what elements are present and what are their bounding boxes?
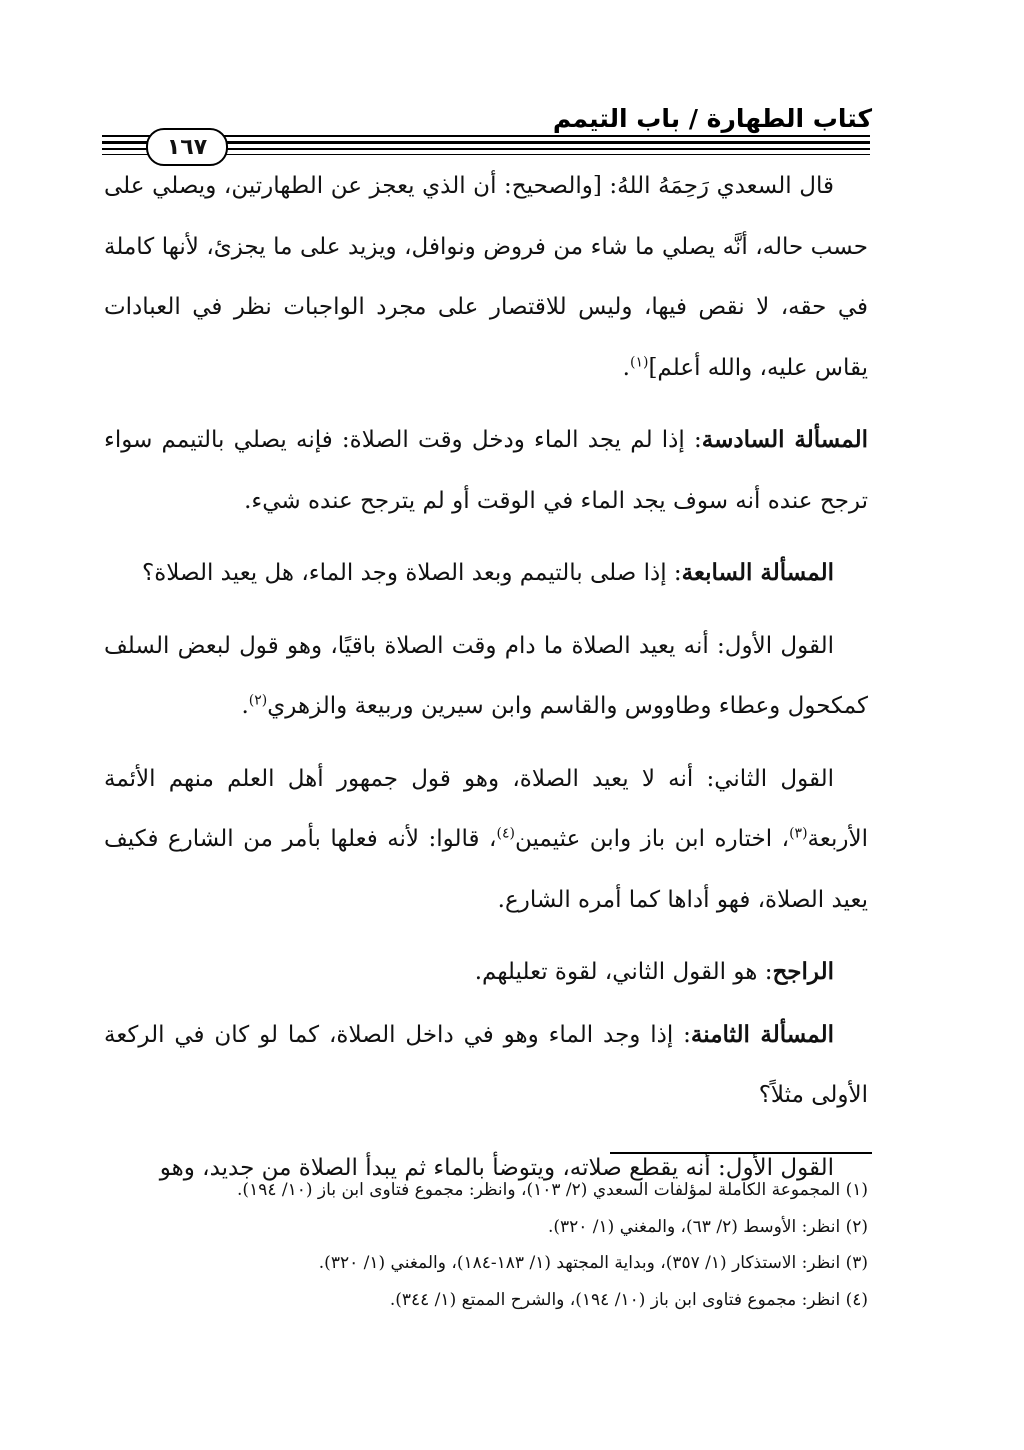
paragraph (104, 749, 868, 931)
main-text (104, 156, 868, 1210)
punctuation: . (241, 693, 249, 719)
footnotes (104, 1172, 868, 1318)
footnote-separator (610, 1152, 872, 1154)
issue-text: : إذا وجد الماء وهو في داخل الصلاة، كما لو كان في الركعة الأولى مثلاً؟ (104, 1021, 868, 1108)
paragraph (104, 543, 868, 604)
issue-text: : إذا صلى بالتيمم وبعد الصلاة وجد الماء، هل يعيد الصلاة؟ (142, 560, 682, 586)
issue-heading: المسألة السابعة (681, 559, 834, 586)
footnote: (٢) انظر: الأوسط (٢/ ٦٣)، والمغني (١/ ٣٢٠). (547, 1216, 868, 1237)
issue-heading: المسألة السادسة (701, 426, 868, 453)
punctuation: . (622, 354, 630, 381)
footnote: (٣) انظر: الاستذكار (١/ ٣٥٧)، وبداية المجتهد (١/ ١٨٣-١٨٤)، والمغني (١/ ٣٢٠). (318, 1253, 868, 1273)
preferred-heading: الراجح (772, 958, 834, 985)
issue-heading: المسألة الثامنة (690, 1020, 834, 1048)
quote-text: قال السعدي رَحِمَهُ اللهُ: [والصحيح: أن الذي يعجز عن الطهارتين، ويصلي على حسب حاله، أنَّه يصلي ما شاء من فروض ونوافل، ويزيد على ما يجزئ، لأنها كاملة في حقه، لا نقص فيها، وليس للاقتصار على مجرد الواجبات نظر في العبادات يقاس عليه، والله أعلم] (104, 173, 868, 381)
footnote-ref: (٣) (789, 825, 808, 842)
paragraph (104, 942, 868, 1003)
issue-text: : إذا لم يجد الماء ودخل وقت الصلاة: فإنه يصلي بالتيمم سواء ترجح عنده أنه سوف يجد الماء في الوقت أو لم يترجح عنده شيء. (104, 427, 868, 514)
paragraph (104, 156, 868, 398)
footnote-ref: (٤) (496, 825, 515, 842)
footnote-ref: (٢) (248, 692, 268, 709)
opinion-text: القول الثاني: أنه لا يعيد الصلاة، وهو قول جمهور أهل العلم منهم الأئمة الأربعة (104, 765, 868, 852)
footnote: (١) المجموعة الكاملة لمؤلفات السعدي (٢/ ١٠٣)، وانظر: مجموع فتاوى ابن باز (١٠/ ١٩٤). (237, 1180, 868, 1200)
opinion-text: ، قالوا: لأنه فعلها بأمر من الشارع فكيف يعيد الصلاة، فهو أداها كما أمره الشارع. (104, 826, 868, 913)
opinion-text: ، اختاره ابن باز وابن عثيمين (514, 826, 790, 852)
paragraph (104, 1005, 868, 1126)
footnote-ref: (١) (629, 353, 649, 370)
footnote: (٤) انظر: مجموع فتاوى ابن باز (١٠/ ١٩٤)، والشرح الممتع (١/ ٣٤٤). (389, 1289, 868, 1310)
opinion-text: القول الأول: أنه يقطع صلاته، ويتوضأ بالماء ثم يبدأ الصلاة من جديد، وهو (159, 1154, 834, 1181)
chapter-title: كتاب الطهارة / باب التيمم (552, 104, 872, 133)
page-number: ١٦٧ (166, 134, 208, 160)
opinion-text: القول الأول: أنه يعيد الصلاة ما دام وقت الصلاة باقيًا، وهو قول لبعض السلف كمكحول وعطاء وطاووس والقاسم وابن سيرين وربيعة والزهري (104, 632, 868, 719)
preferred-text: : هو القول الثاني، لقوة تعليلهم. (474, 959, 773, 985)
paragraph (104, 616, 868, 737)
paragraph (104, 410, 868, 531)
